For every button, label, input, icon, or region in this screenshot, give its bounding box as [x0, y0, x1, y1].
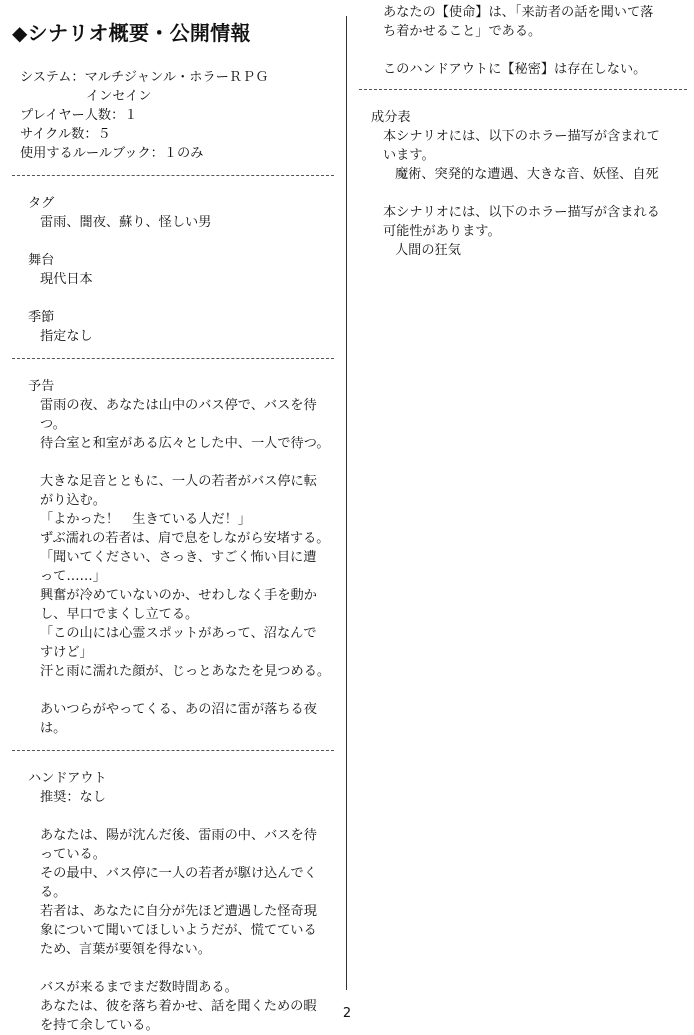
- tags-heading: タグ: [28, 196, 55, 211]
- stage-section: [12, 251, 334, 289]
- section-divider: [12, 750, 334, 751]
- right-column: [359, 5, 687, 260]
- preview-line: 「よかった！ 生きている人だ！」: [40, 512, 251, 527]
- season-value: 指定なし: [40, 329, 93, 344]
- content-intro: 本シナリオには、以下のホラー描写が含まれる: [383, 205, 660, 220]
- content-table-section: [359, 108, 687, 260]
- meta-line: プレイヤー人数：１: [20, 108, 138, 123]
- tags-section: [12, 194, 334, 232]
- blank-line: [40, 959, 334, 978]
- handout-line: あなたは、彼を落ち着かせ、話を聞くための暇: [40, 999, 317, 1014]
- meta-line: システム：マルチジャンル・ホラーＲＰＧ: [20, 70, 269, 85]
- handout-line: バスが来るまでまだ数時間ある。: [40, 980, 238, 995]
- content-intro: 可能性があります。: [383, 224, 501, 239]
- section-divider: [12, 358, 334, 359]
- preview-line: がり込む。: [40, 493, 106, 508]
- column-divider: [346, 16, 347, 990]
- preview-heading: 予告: [28, 379, 55, 394]
- handout-body: [12, 826, 334, 1035]
- preview-line: 「聞いてください、さっき、すごく怖い目に遭: [40, 550, 317, 565]
- content-intro: います。: [383, 148, 435, 163]
- meta-line: サイクル数：５: [20, 127, 111, 142]
- handout-line: っている。: [40, 847, 106, 862]
- tags-value: 雷雨、闇夜、蘇り、怪しい男: [40, 215, 212, 230]
- preview-line: 大きな足音とともに、一人の若者がバス停に転: [40, 474, 317, 489]
- left-column: [12, 18, 334, 1035]
- content-items: 魔術、突発的な遭遇、大きな音、妖怪、自死: [395, 167, 659, 182]
- handout-line: このハンドアウトに【秘密】は存在しない。: [383, 62, 647, 77]
- handout-recommend: 推奨：なし: [40, 790, 106, 805]
- handout-line: その最中、バス停に一人の若者が駆け込んでく: [40, 866, 317, 881]
- preview-body: [12, 396, 334, 738]
- preview-line: あいつらがやってくる、あの沼に雷が落ちる夜: [40, 702, 317, 717]
- blank-line: [383, 41, 687, 60]
- preview-line: 待合室と和室がある広々とした中、一人で待つ。: [40, 436, 330, 451]
- preview-line: し、早口でまくし立てる。: [40, 607, 199, 622]
- section-divider: [12, 175, 334, 176]
- handout-line: を持て余している。: [40, 1018, 159, 1033]
- blank-line: [40, 681, 334, 700]
- handout-line: ち着かせること」である。: [383, 24, 542, 39]
- handout-line: ため、言葉が要領を得ない。: [40, 942, 211, 957]
- page-number: 2: [342, 1006, 352, 1021]
- preview-line: つ。: [40, 417, 66, 432]
- handout-line: 象について聞いてほしいようだが、慌てている: [40, 923, 317, 938]
- preview-section: [12, 377, 334, 738]
- season-section: [12, 308, 334, 346]
- preview-line: 「この山には心霊スポットがあって、沼なんで: [40, 626, 317, 641]
- stage-value: 現代日本: [40, 272, 93, 287]
- handout-heading: ハンドアウト: [28, 771, 107, 786]
- meta-line: インセイン: [20, 89, 152, 104]
- preview-line: すけど」: [40, 645, 93, 660]
- meta-line: 使用するルールブック：１のみ: [20, 146, 204, 161]
- content-items: 人間の狂気: [395, 243, 461, 258]
- handout-line: あなたの【使命】は、「来訪者の話を聞いて落: [383, 5, 654, 20]
- preview-line: ずぶ濡れの若者は、肩で息をしながら安堵する。: [40, 531, 330, 546]
- meta-block: [12, 68, 334, 163]
- handout-section: [12, 769, 334, 1035]
- handout-line: あなたは、陽が沈んだ後、雷雨の中、バスを待: [40, 828, 317, 843]
- page-title: ◆シナリオ概要・公開情報: [12, 21, 251, 45]
- preview-line: 汗と雨に濡れた顔が、じっとあなたを見つめる。: [40, 664, 331, 679]
- handout-line: 若者は、あなたに自分が先ほど遭遇した怪奇現: [40, 904, 317, 919]
- preview-line: 興奮が冷めていないのか、せわしなく手を動か: [40, 588, 317, 603]
- preview-line: は。: [40, 721, 67, 736]
- content-table-heading: 成分表: [371, 110, 411, 125]
- season-heading: 季節: [28, 310, 55, 325]
- blank-line: [40, 453, 334, 472]
- section-divider: [359, 89, 687, 90]
- preview-line: 雷雨の夜、あなたは山中のバス停で、バスを待: [40, 398, 317, 413]
- content-intro: 本シナリオには、以下のホラー描写が含まれて: [383, 129, 660, 144]
- preview-line: って……」: [40, 569, 106, 584]
- handout-line: る。: [40, 885, 67, 900]
- handout-continued: [359, 3, 687, 79]
- stage-heading: 舞台: [28, 253, 55, 268]
